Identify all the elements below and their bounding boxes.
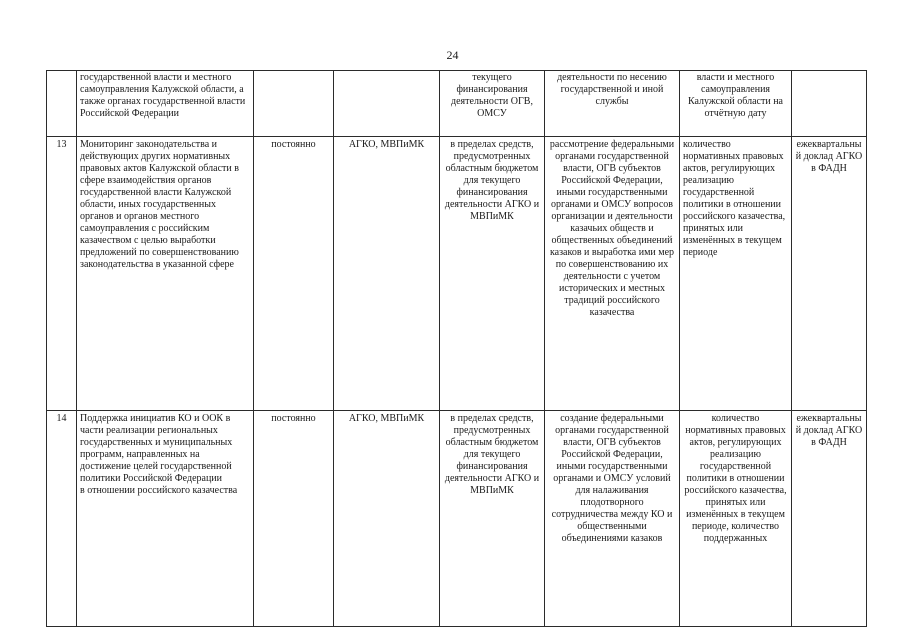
indicator: количество нормативных правовых актов, регулирующих реализацию государственной политики в отношении российского казачества, принятых или изменённых в текущем периоде bbox=[680, 137, 792, 411]
financing: текущего финансирования деятельности ОГВ, ОМСУ bbox=[440, 71, 545, 137]
measure-name: Поддержка инициатив КО и ООК в части реализации региональных государственных и муниципальных программ, направленных на достижение целей государственной политики Российской Федерации в отношении российского казачества bbox=[77, 411, 254, 627]
executor: АГКО, МВПиМК bbox=[334, 411, 440, 627]
executor bbox=[334, 71, 440, 137]
row-number bbox=[47, 71, 77, 137]
expected-result: создание федеральными органами государственной власти, ОГВ субъектов Российской Федерации, иными государственными органами и ОМСУ условий для налаживания плодотворного сотрудничества между КО и общественными объединениями казаков bbox=[545, 411, 680, 627]
financing: в пределах средств, предусмотренных областным бюджетом для текущего финансирования деятельности АГКО и МВПиМК bbox=[440, 137, 545, 411]
page-number: 24 bbox=[446, 48, 459, 62]
expected-result: рассмотрение федеральными органами государственной власти, ОГВ субъектов Российской Федерации, иными государственными органами и ОМСУ вопросов организации и деятельности казачьих обществ и общественных объединений казаков и выработка ими мер по совершенствованию их деятельности с учетом исторических и местных традиций российского казачества bbox=[545, 137, 680, 411]
row-number: 14 bbox=[47, 411, 77, 627]
financing: в пределах средств, предусмотренных областным бюджетом для текущего финансирования деятельности АГКО и МВПиМК bbox=[440, 411, 545, 627]
row-number: 13 bbox=[47, 137, 77, 411]
executor: АГКО, МВПиМК bbox=[334, 137, 440, 411]
measure-name: Мониторинг законодательства и действующих других нормативных правовых актов Калужской области в сфере взаимодействия органов государственной власти Калужской области, иных государственных органов и органов местного самоуправления с российским казачеством с целью выработки предложений по совершенствованию законодательства в указанной сфере bbox=[77, 137, 254, 411]
report-form bbox=[792, 71, 867, 137]
report-form: ежеквартальный доклад АГКО в ФАДН bbox=[792, 411, 867, 627]
measure-name: государственной власти и местного самоуправления Калужской области, а также органах государственной власти Российской Федерации bbox=[77, 71, 254, 137]
term bbox=[254, 71, 334, 137]
term: постоянно bbox=[254, 411, 334, 627]
indicator: власти и местного самоуправления Калужской области на отчётную дату bbox=[680, 71, 792, 137]
table-row bbox=[47, 71, 867, 137]
table-row bbox=[47, 137, 867, 411]
table-row bbox=[47, 411, 867, 627]
action-plan-table bbox=[46, 70, 867, 627]
term: постоянно bbox=[254, 137, 334, 411]
indicator: количество нормативных правовых актов, регулирующих реализацию государственной политики в отношении российского казачества, принятых или изменённых в текущем периоде, количество поддержанных bbox=[680, 411, 792, 627]
report-form: ежеквартальный доклад АГКО в ФАДН bbox=[792, 137, 867, 411]
expected-result: деятельности по несению государственной и иной службы bbox=[545, 71, 680, 137]
